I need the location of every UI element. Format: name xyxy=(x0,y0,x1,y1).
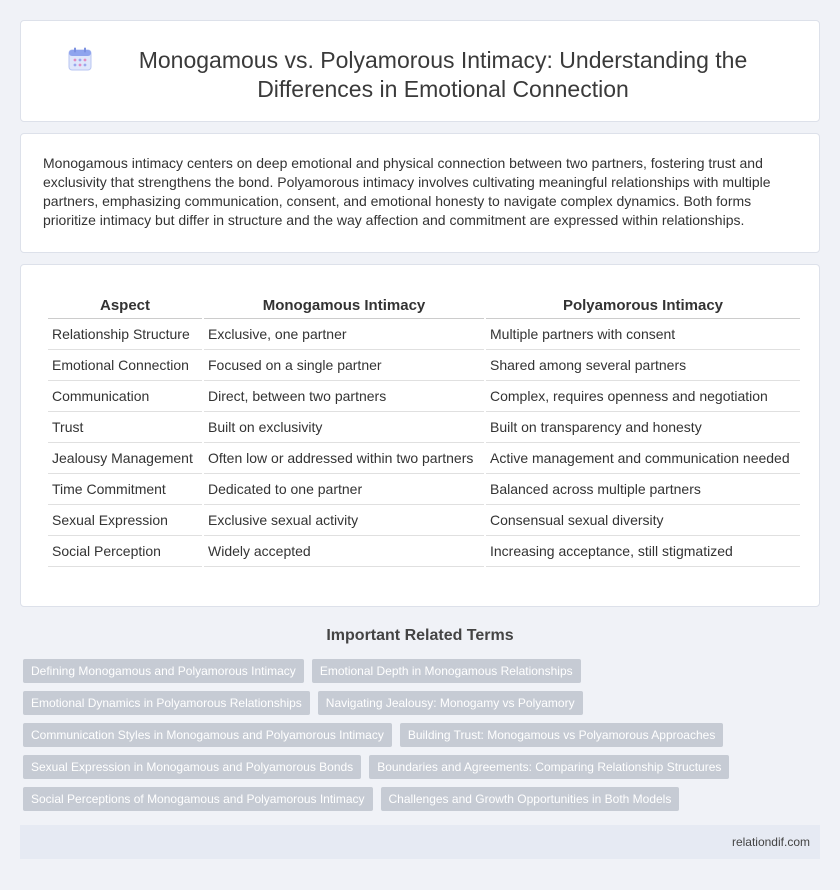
table-row xyxy=(48,319,800,350)
footer xyxy=(20,825,820,859)
table-row xyxy=(48,381,800,412)
related-term-tag[interactable]: Social Perceptions of Monogamous and Polyamorous Intimacy xyxy=(23,787,373,811)
monogamous-cell: Exclusive sexual activity xyxy=(204,505,484,536)
aspect-cell: Emotional Connection xyxy=(48,350,202,381)
header-polyamorous: Polyamorous Intimacy xyxy=(486,285,800,319)
monogamous-cell: Widely accepted xyxy=(204,536,484,567)
polyamorous-cell: Balanced across multiple partners xyxy=(486,474,800,505)
site-link[interactable]: relationdif.com xyxy=(731,835,810,849)
related-term-tag[interactable]: Defining Monogamous and Polyamorous Intimacy xyxy=(23,659,304,683)
intro-card xyxy=(20,133,820,253)
related-terms-list xyxy=(23,659,823,819)
polyamorous-cell: Complex, requires openness and negotiation xyxy=(486,381,800,412)
table-row xyxy=(48,505,800,536)
related-term-tag[interactable]: Emotional Dynamics in Polyamorous Relationships xyxy=(23,691,310,715)
polyamorous-cell: Consensual sexual diversity xyxy=(486,505,800,536)
monogamous-cell: Exclusive, one partner xyxy=(204,319,484,350)
monogamous-cell: Focused on a single partner xyxy=(204,350,484,381)
table-row xyxy=(48,474,800,505)
aspect-cell: Social Perception xyxy=(48,536,202,567)
monogamous-cell: Built on exclusivity xyxy=(204,412,484,443)
related-term-tag[interactable]: Emotional Depth in Monogamous Relationships xyxy=(312,659,581,683)
monogamous-cell: Direct, between two partners xyxy=(204,381,484,412)
header-aspect: Aspect xyxy=(48,285,202,319)
related-term-tag[interactable]: Building Trust: Monogamous vs Polyamorous Approaches xyxy=(400,723,724,747)
aspect-cell: Relationship Structure xyxy=(48,319,202,350)
related-terms-title: Important Related Terms xyxy=(326,627,514,644)
table-row xyxy=(48,412,800,443)
related-term-tag[interactable]: Communication Styles in Monogamous and Polyamorous Intimacy xyxy=(23,723,392,747)
polyamorous-cell: Built on transparency and honesty xyxy=(486,412,800,443)
header-card xyxy=(20,20,820,122)
header-monogamous: Monogamous Intimacy xyxy=(204,285,484,319)
related-term-tag[interactable]: Challenges and Growth Opportunities in Both Models xyxy=(381,787,680,811)
aspect-cell: Trust xyxy=(48,412,202,443)
page-title: Monogamous vs. Polyamorous Intimacy: Understanding the Differences in Emotional Connection xyxy=(138,47,748,102)
related-term-tag[interactable]: Navigating Jealousy: Monogamy vs Polyamory xyxy=(318,691,583,715)
polyamorous-cell: Increasing acceptance, still stigmatized xyxy=(486,536,800,567)
table-row xyxy=(48,536,800,567)
monogamous-cell: Dedicated to one partner xyxy=(204,474,484,505)
aspect-cell: Sexual Expression xyxy=(48,505,202,536)
table-header-row xyxy=(48,285,800,319)
related-term-tag[interactable]: Sexual Expression in Monogamous and Polyamorous Bonds xyxy=(23,755,361,779)
table-row xyxy=(48,443,800,474)
comparison-card xyxy=(20,264,820,607)
aspect-cell: Communication xyxy=(48,381,202,412)
table-row xyxy=(48,350,800,381)
polyamorous-cell: Active management and communication needed xyxy=(486,443,800,474)
comparison-table xyxy=(46,285,802,567)
polyamorous-cell: Shared among several partners xyxy=(486,350,800,381)
monogamous-cell: Often low or addressed within two partners xyxy=(204,443,484,474)
polyamorous-cell: Multiple partners with consent xyxy=(486,319,800,350)
calendar-icon xyxy=(67,46,93,72)
aspect-cell: Jealousy Management xyxy=(48,443,202,474)
related-term-tag[interactable]: Boundaries and Agreements: Comparing Relationship Structures xyxy=(369,755,729,779)
aspect-cell: Time Commitment xyxy=(48,474,202,505)
intro-text: Monogamous intimacy centers on deep emotional and physical connection between two partners, fostering trust and exclusivity that strengthens the bond. Polyamorous intimacy involves cultivating meaningful relationships with multiple partners, emphasizing communication, consent, and emotional honesty to navigate complex dynamics. Both forms prioritize intimacy but differ in structure and the way affection and commitment are expressed within relationships. xyxy=(43,155,771,228)
